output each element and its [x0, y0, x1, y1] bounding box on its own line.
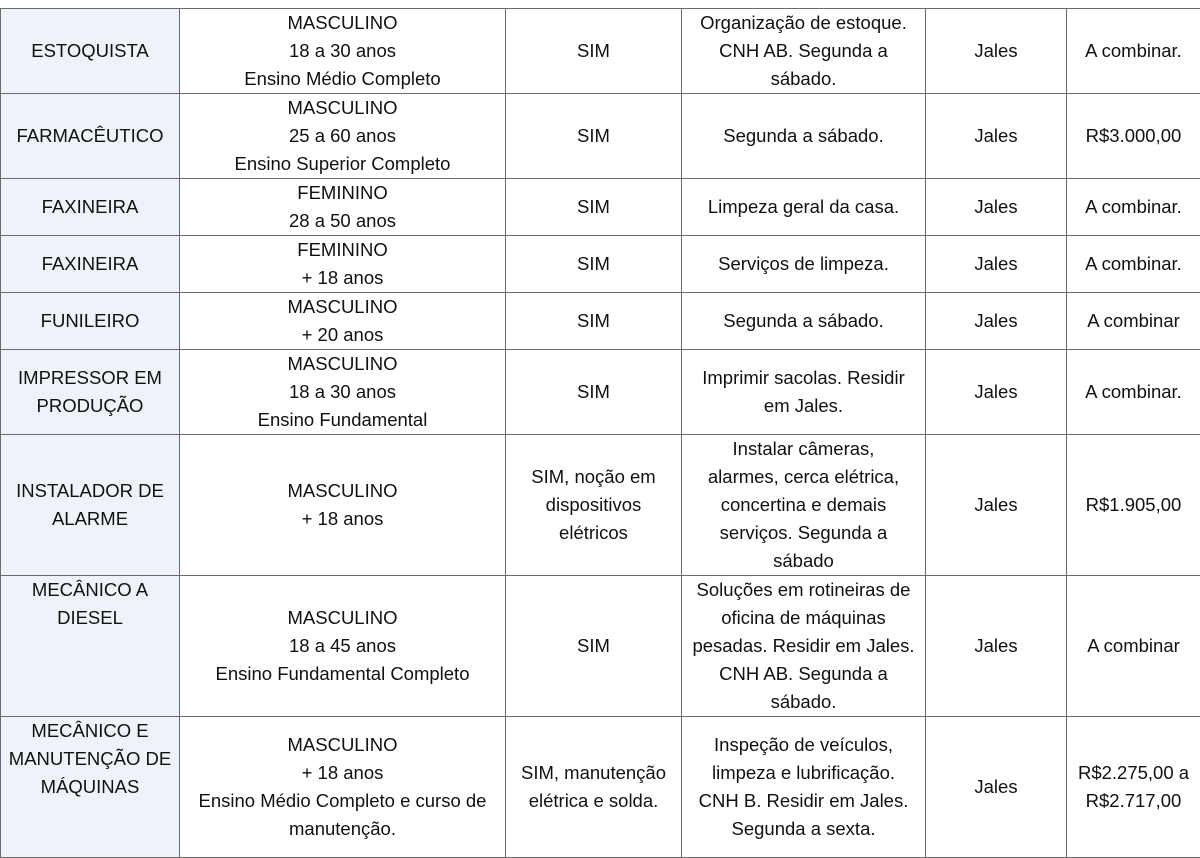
salario-cell [1067, 236, 1200, 293]
experiencia-cell [506, 576, 682, 717]
cell-line: oficina de máquinas [684, 604, 923, 632]
salario-cell [1067, 179, 1200, 236]
descricao-cell [682, 435, 926, 576]
descricao-cell [682, 350, 926, 435]
salario-cell [1067, 350, 1200, 435]
cell-line: CNH B. Residir em Jales. [684, 787, 923, 815]
cell-line: Instalar câmeras, [684, 435, 923, 463]
salario-cell [1067, 576, 1200, 717]
cell-line: elétricos [508, 519, 679, 547]
cell-line: SIM [508, 193, 679, 221]
cell-line: PRODUÇÃO [3, 392, 177, 420]
cell-line: ALARME [3, 505, 177, 533]
cell-line: MASCULINO [182, 9, 503, 37]
cargo-cell [1, 236, 180, 293]
cell-line: + 18 anos [182, 759, 503, 787]
table-row [1, 94, 1200, 179]
table-row [1, 236, 1200, 293]
perfil-cell [180, 94, 506, 179]
cell-line: ESTOQUISTA [3, 37, 177, 65]
perfil-cell [180, 576, 506, 717]
cell-line [3, 660, 177, 688]
job-listings-body [1, 9, 1200, 858]
cell-line: sábado [684, 547, 923, 575]
cell-line: Imprimir sacolas. Residir [684, 364, 923, 392]
experiencia-cell [506, 435, 682, 576]
cell-line: CNH AB. Segunda a [684, 660, 923, 688]
cell-line: Serviços de limpeza. [684, 250, 923, 278]
cell-line: FARMACÊUTICO [3, 122, 177, 150]
cell-line: MASCULINO [182, 94, 503, 122]
cell-line: CNH AB. Segunda a [684, 37, 923, 65]
cargo-cell [1, 350, 180, 435]
cell-line: MANUTENÇÃO DE [3, 745, 177, 773]
cidade-cell [926, 435, 1067, 576]
cell-line: A combinar. [1069, 193, 1198, 221]
cell-line: + 18 anos [182, 505, 503, 533]
perfil-cell [180, 9, 506, 94]
perfil-cell [180, 350, 506, 435]
salario-cell [1067, 435, 1200, 576]
cell-line: Limpeza geral da casa. [684, 193, 923, 221]
cell-line: R$2.275,00 a [1069, 759, 1198, 787]
descricao-cell [682, 717, 926, 858]
job-listings-table [0, 8, 1200, 858]
cell-line: DIESEL [3, 604, 177, 632]
cell-line: SIM, noção em [508, 463, 679, 491]
cell-line: IMPRESSOR EM [3, 364, 177, 392]
cell-line: INSTALADOR DE [3, 477, 177, 505]
salario-cell [1067, 94, 1200, 179]
cidade-cell [926, 236, 1067, 293]
cell-line: A combinar. [1069, 37, 1198, 65]
descricao-cell [682, 179, 926, 236]
cell-line: manutenção. [182, 815, 503, 843]
cell-line: + 18 anos [182, 264, 503, 292]
salario-cell [1067, 293, 1200, 350]
cell-line: Ensino Fundamental Completo [182, 660, 503, 688]
cell-line: A combinar. [1069, 378, 1198, 406]
cell-line: Segunda a sábado. [684, 307, 923, 335]
cargo-cell [1, 576, 180, 717]
table-row [1, 350, 1200, 435]
cell-line: Jales [928, 122, 1064, 150]
cell-line [3, 632, 177, 660]
salario-cell [1067, 717, 1200, 858]
cell-line: serviços. Segunda a [684, 519, 923, 547]
cell-line: Jales [928, 632, 1064, 660]
cell-line: SIM [508, 378, 679, 406]
cell-line: pesadas. Residir em Jales. [684, 632, 923, 660]
table-row [1, 576, 1200, 717]
cell-line: SIM [508, 632, 679, 660]
cell-line: 18 a 30 anos [182, 378, 503, 406]
cargo-cell [1, 179, 180, 236]
experiencia-cell [506, 236, 682, 293]
cell-line: SIM [508, 307, 679, 335]
cargo-cell [1, 9, 180, 94]
cell-line: sábado. [684, 688, 923, 716]
descricao-cell [682, 576, 926, 717]
cell-line: MÁQUINAS [3, 773, 177, 801]
cell-line: Jales [928, 193, 1064, 221]
experiencia-cell [506, 94, 682, 179]
cell-line: MECÂNICO A [3, 576, 177, 604]
cell-line: sábado. [684, 65, 923, 93]
cell-line: FAXINEIRA [3, 193, 177, 221]
cell-line: 25 a 60 anos [182, 122, 503, 150]
cell-line: alarmes, cerca elétrica, [684, 463, 923, 491]
experiencia-cell [506, 9, 682, 94]
experiencia-cell [506, 179, 682, 236]
cell-line: Jales [928, 491, 1064, 519]
cell-line: Ensino Médio Completo [182, 65, 503, 93]
cell-line: MASCULINO [182, 350, 503, 378]
cell-line: Segunda a sábado. [684, 122, 923, 150]
cidade-cell [926, 717, 1067, 858]
cidade-cell [926, 94, 1067, 179]
cell-line: Jales [928, 37, 1064, 65]
cell-line: SIM [508, 122, 679, 150]
cell-line: FAXINEIRA [3, 250, 177, 278]
table-row [1, 9, 1200, 94]
cell-line [3, 829, 177, 857]
perfil-cell [180, 435, 506, 576]
cell-line: Ensino Superior Completo [182, 150, 503, 178]
cell-line: FUNILEIRO [3, 307, 177, 335]
experiencia-cell [506, 293, 682, 350]
cell-line: Jales [928, 378, 1064, 406]
cell-line: em Jales. [684, 392, 923, 420]
descricao-cell [682, 293, 926, 350]
cargo-cell [1, 435, 180, 576]
table-row [1, 293, 1200, 350]
cell-line: A combinar [1069, 307, 1198, 335]
cell-line: concertina e demais [684, 491, 923, 519]
cell-line: Jales [928, 307, 1064, 335]
table-row [1, 717, 1200, 858]
cidade-cell [926, 350, 1067, 435]
cell-line: FEMININO [182, 236, 503, 264]
cell-line: 18 a 30 anos [182, 37, 503, 65]
table-row [1, 435, 1200, 576]
cell-line: FEMININO [182, 179, 503, 207]
descricao-cell [682, 236, 926, 293]
cell-line: + 20 anos [182, 321, 503, 349]
cell-line: MASCULINO [182, 731, 503, 759]
cell-line: Organização de estoque. [684, 9, 923, 37]
descricao-cell [682, 94, 926, 179]
cidade-cell [926, 293, 1067, 350]
cell-line: MECÂNICO E [3, 717, 177, 745]
perfil-cell [180, 717, 506, 858]
cargo-cell [1, 293, 180, 350]
perfil-cell [180, 293, 506, 350]
experiencia-cell [506, 717, 682, 858]
cell-line: R$1.905,00 [1069, 491, 1198, 519]
cell-line: SIM [508, 37, 679, 65]
cidade-cell [926, 179, 1067, 236]
cargo-cell [1, 717, 180, 858]
cell-line: R$3.000,00 [1069, 122, 1198, 150]
cell-line: Soluções em rotineiras de [684, 576, 923, 604]
cell-line: Ensino Fundamental [182, 406, 503, 434]
cell-line [3, 688, 177, 716]
perfil-cell [180, 236, 506, 293]
descricao-cell [682, 9, 926, 94]
cell-line: elétrica e solda. [508, 787, 679, 815]
cell-line: Segunda a sexta. [684, 815, 923, 843]
table-row [1, 179, 1200, 236]
cell-line: Jales [928, 250, 1064, 278]
cell-line: SIM [508, 250, 679, 278]
cidade-cell [926, 9, 1067, 94]
cell-line: MASCULINO [182, 293, 503, 321]
cell-line: A combinar [1069, 632, 1198, 660]
cargo-cell [1, 94, 180, 179]
salario-cell [1067, 9, 1200, 94]
cell-line: MASCULINO [182, 604, 503, 632]
cell-line: Ensino Médio Completo e curso de [182, 787, 503, 815]
cell-line: dispositivos [508, 491, 679, 519]
cell-line: limpeza e lubrificação. [684, 759, 923, 787]
cidade-cell [926, 576, 1067, 717]
experiencia-cell [506, 350, 682, 435]
cell-line: R$2.717,00 [1069, 787, 1198, 815]
cell-line: A combinar. [1069, 250, 1198, 278]
cell-line: 18 a 45 anos [182, 632, 503, 660]
cell-line: MASCULINO [182, 477, 503, 505]
cell-line: Inspeção de veículos, [684, 731, 923, 759]
cell-line: Jales [928, 773, 1064, 801]
cell-line: SIM, manutenção [508, 759, 679, 787]
cell-line [3, 801, 177, 829]
cell-line: 28 a 50 anos [182, 207, 503, 235]
perfil-cell [180, 179, 506, 236]
